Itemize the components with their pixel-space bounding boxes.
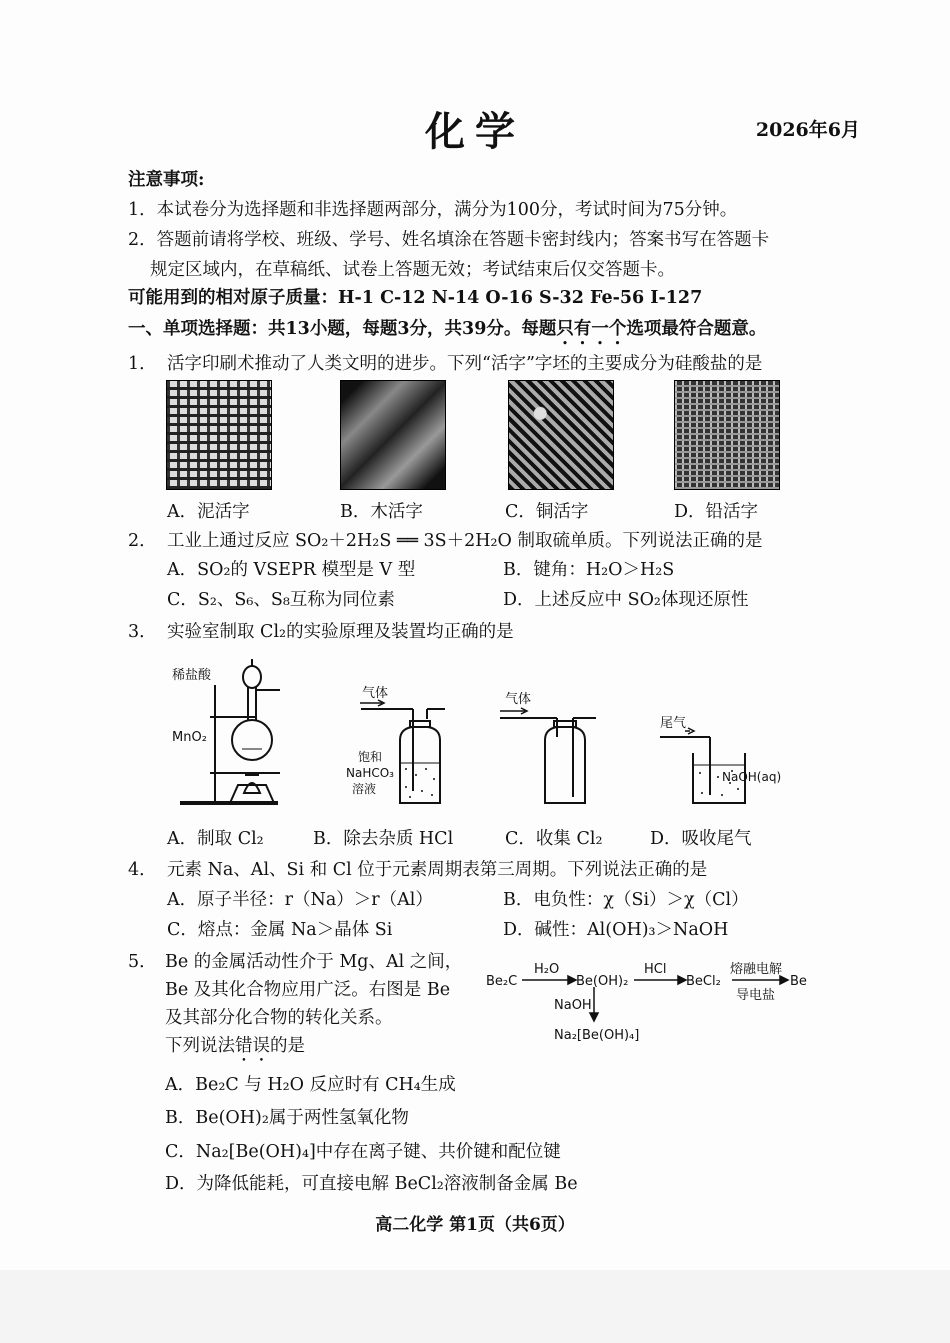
q4-stem: 元素 Na、Al、Si 和 Cl 位于元素周期表第三周期。下列说法正确的是 — [167, 860, 708, 880]
q1-option-d: D．铅活字 — [674, 502, 759, 522]
q5-question-emph: 错误 — [235, 1036, 270, 1056]
notice-item-2: 2．答题前请将学校、班级、学号、姓名填涂在答题卡密封线内；答案书写在答题卡 — [128, 230, 770, 250]
scheme-conductive-salt: 导电盐 — [736, 988, 776, 1003]
q5-option-c: C．Na₂[Be(OH)₄]中存在离子键、共价键和配位键 — [165, 1142, 561, 1162]
label-mno2: MnO₂ — [172, 730, 207, 745]
q5-option-a: A．Be₂C 与 H₂O 反应时有 CH₄生成 — [165, 1075, 456, 1095]
q3-option-c: C．收集 Cl₂ — [505, 829, 603, 849]
q4-option-a: A．原子半径：r（Na）＞r（Al） — [167, 890, 433, 910]
tail-gas-beaker — [660, 728, 745, 803]
scheme-be2c: Be₂C — [486, 974, 518, 989]
q1-option-c: C．铜活字 — [505, 502, 589, 522]
notice-heading: 注意事项: — [128, 170, 205, 190]
label-saturated: 饱和 — [358, 750, 383, 764]
label-naoh-aq: NaOH(aq) — [722, 770, 782, 784]
label-nahco3: NaHCO₃ — [346, 766, 394, 780]
q3-option-b: B．除去杂质 HCl — [313, 829, 454, 849]
scheme-hcl: HCl — [644, 962, 667, 977]
q5-stem-line-3: 及其部分化合物的转化关系。 — [165, 1008, 393, 1028]
section-heading-post: 选项最符合题意。 — [626, 319, 767, 339]
q1-number: 1． — [128, 354, 157, 374]
q5-question — [165, 1034, 305, 1066]
collection-bottle — [500, 708, 596, 803]
scheme-naoh: NaOH — [554, 998, 592, 1013]
q4-option-d: D．碱性：Al(OH)₃＞NaOH — [503, 920, 729, 940]
q5-stem-line-2: Be 及其化合物应用广泛。右图是 Be — [165, 980, 451, 1000]
clay-type-photo — [166, 380, 272, 490]
label-gas-c: 气体 — [505, 692, 532, 707]
q1-stem: 活字印刷术推动了人类文明的进步。下列“活字”字坯的主要成分为硅酸盐的是 — [167, 354, 763, 374]
q4-option-c: C．熔点：金属 Na＞晶体 Si — [167, 920, 393, 940]
q5-question-post: 的是 — [270, 1036, 305, 1056]
lead-type-photo — [674, 380, 780, 490]
q5-number: 5． — [128, 952, 157, 972]
page-footer: 高二化学 第1页（共6页） — [375, 1215, 575, 1235]
section-heading-pre: 一、单项选择题：共13小题，每题3分，共39分。每题 — [128, 319, 557, 339]
q2-option-a: A．SO₂的 VSEPR 模型是 V 型 — [167, 560, 416, 580]
label-tail-gas: 尾气 — [660, 716, 687, 731]
scheme-h2o: H₂O — [534, 962, 560, 977]
q5-stem-line-1: Be 的金属活动性介于 Mg、Al 之间， — [165, 952, 463, 972]
q3-apparatus-figure — [160, 645, 800, 820]
copper-type-photo — [508, 380, 614, 490]
q4-option-b: B．电负性：χ（Si）＞χ（Cl） — [503, 890, 749, 910]
section-heading — [128, 317, 766, 349]
notice-item-2-cont: 规定区域内，在草稿纸、试卷上答题无效；考试结束后仅交答题卡。 — [150, 260, 675, 280]
q4-number: 4． — [128, 860, 157, 880]
q2-option-c: C．S₂、S₆、S₈互称为同位素 — [167, 590, 395, 610]
scheme-beoh2: Be(OH)₂ — [576, 974, 629, 989]
section-heading-emph: 只有一个 — [556, 319, 627, 339]
label-gas-b: 气体 — [362, 686, 389, 701]
q1-option-a: A．泥活字 — [167, 502, 250, 522]
scheme-complex: Na₂[Be(OH)₄] — [554, 1028, 640, 1043]
q5-conversion-scheme — [484, 955, 824, 1050]
notice-item-1: 1．本试卷分为选择题和非选择题两部分，满分为100分，考试时间为75分钟。 — [128, 200, 738, 220]
scheme-becl2: BeCl₂ — [686, 974, 721, 989]
q3-option-d: D．吸收尾气 — [650, 829, 752, 849]
label-dilute-hcl: 稀盐酸 — [172, 668, 212, 683]
q5-option-b: B．Be(OH)₂属于两性氢氧化物 — [165, 1108, 409, 1128]
page-title: 化学 — [425, 108, 525, 155]
scheme-be: Be — [790, 974, 807, 989]
exam-date: 2026年6月 — [755, 119, 860, 141]
q5-option-d: D．为降低能耗，可直接电解 BeCl₂溶液制备金属 Be — [165, 1174, 578, 1194]
q2-option-d: D．上述反应中 SO₂体现还原性 — [503, 590, 749, 610]
atomic-masses: 可能用到的相对原子质量：H-1 C-12 N-14 O-16 S-32 Fe-56 I-127 — [128, 288, 703, 308]
q2-option-b: B．键角：H₂O＞H₂S — [503, 560, 675, 580]
q3-option-a: A．制取 Cl₂ — [167, 829, 264, 849]
q1-option-b: B．木活字 — [340, 502, 423, 522]
q5-question-pre: 下列说法 — [165, 1036, 235, 1056]
q2-number: 2． — [128, 531, 157, 551]
q3-stem: 实验室制取 Cl₂的实验原理及装置均正确的是 — [167, 622, 514, 642]
scheme-molten-electrolysis: 熔融电解 — [730, 962, 783, 977]
wood-type-photo — [340, 380, 446, 490]
q3-number: 3． — [128, 622, 157, 642]
q2-stem: 工业上通过反应 SO₂＋2H₂S ══ 3S＋2H₂O 制取硫单质。下列说法正确的是 — [167, 531, 763, 551]
label-solution: 溶液 — [352, 782, 377, 796]
